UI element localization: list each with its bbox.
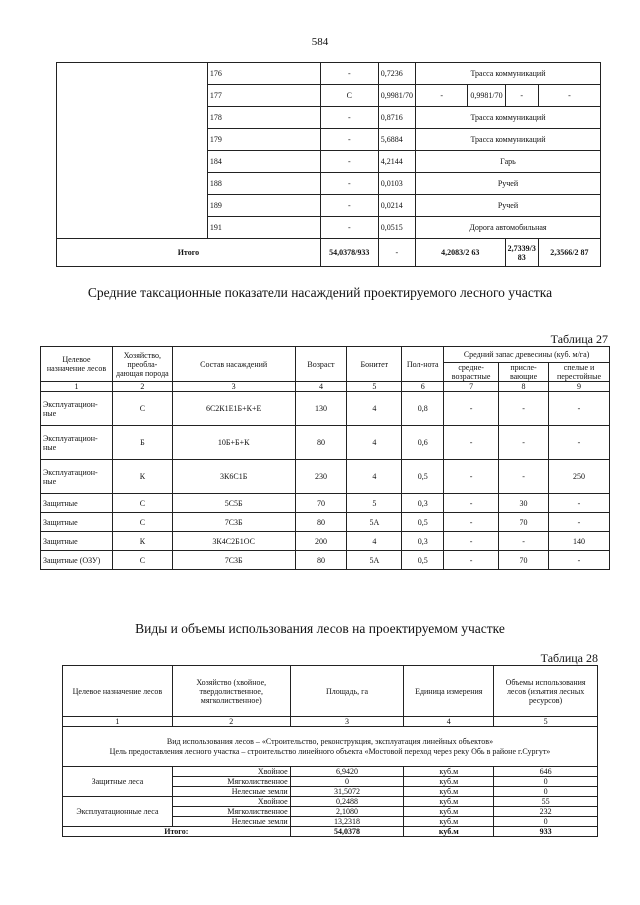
data-cell: - [549, 426, 610, 460]
data-cell: 646 [494, 767, 598, 777]
plot-number: 191 [207, 217, 320, 239]
data-cell: Нелесные земли [172, 787, 290, 797]
index-row [41, 382, 610, 392]
species-cell: - [320, 107, 378, 129]
data-cell: 31,5072 [290, 787, 404, 797]
data-cell: 70 [499, 513, 549, 532]
col-unit: Единица измерения [404, 666, 494, 717]
data-cell: С [112, 494, 172, 513]
area-cell: 0,0103 [378, 173, 415, 195]
index-cell: 1 [63, 717, 173, 727]
data-cell: 232 [494, 807, 598, 817]
page-number: 584 [311, 36, 329, 48]
data-cell: 0,5 [402, 460, 444, 494]
index-cell: 9 [549, 382, 610, 392]
data-cell: 4 [347, 532, 402, 551]
data-cell: С [112, 551, 172, 570]
data-cell: 5А [347, 513, 402, 532]
data-cell: 10Б+Б+К [172, 426, 295, 460]
col-mature: спелые и перестойные [549, 363, 610, 382]
data-cell: Защитные [41, 532, 113, 551]
note-cell: Ручей [415, 195, 600, 217]
total-label: Итого: [63, 827, 291, 837]
data-cell: 4 [347, 392, 402, 426]
data-cell: 13,2318 [290, 817, 404, 827]
data-cell: - [444, 426, 499, 460]
data-cell: 250 [549, 460, 610, 494]
index-cell: 8 [499, 382, 549, 392]
note-cell: Трасса коммуникаций [415, 63, 600, 85]
usage-purpose: Цель предоставления лесного участка – строительство линейного объекта «Мостовой переход через реку Обь в районе г.Сургут» [109, 746, 551, 756]
data-cell: - [499, 392, 549, 426]
species-cell: - [320, 151, 378, 173]
data-cell: - [444, 532, 499, 551]
table-row [41, 532, 610, 551]
index-cell: 5 [347, 382, 402, 392]
usage-description [63, 727, 598, 767]
table-row [41, 494, 610, 513]
data-cell: Эксплуатацион-ные [41, 392, 113, 426]
col-ripening: присле-вающие [499, 363, 549, 382]
data-cell: 0,2488 [290, 797, 404, 807]
data-cell: Хвойное [172, 767, 290, 777]
index-cell: 7 [444, 382, 499, 392]
data-cell: 0,8 [402, 392, 444, 426]
table28-caption: Таблица 28 [540, 651, 598, 665]
data-cell: - [549, 513, 610, 532]
data-cell: 0 [494, 777, 598, 787]
section-heading-taxation: Средние таксационные показатели насаждений проектируемого лесного участка [87, 285, 553, 300]
data-cell: куб.м [404, 797, 494, 807]
plot-number: 179 [207, 129, 320, 151]
table-row [41, 426, 610, 460]
note-cell: Гарь [415, 151, 600, 173]
note-cell: Дорога автомобильная [415, 217, 600, 239]
index-cell: 6 [402, 382, 444, 392]
taxation-body [41, 382, 610, 570]
data-cell: Защитные [41, 494, 113, 513]
species-cell: - [320, 129, 378, 151]
area-cell: 0,0214 [378, 195, 415, 217]
forest-plots-body [57, 63, 601, 267]
value-cell: 0,9981/70 [468, 85, 505, 107]
col-farm: Хозяйство (хвойное, твердолиственное, мягколиственное) [172, 666, 290, 717]
col-age: Возраст [295, 347, 347, 382]
data-cell: 200 [295, 532, 347, 551]
data-cell: 0,6 [402, 426, 444, 460]
species-cell: - [320, 173, 378, 195]
taxation-table [40, 346, 610, 570]
table-row [41, 392, 610, 426]
data-cell: Нелесные земли [172, 817, 290, 827]
col-stock: Средний запас древесины (куб. м/га) [444, 347, 610, 363]
total-value: 2,3566/2 87 [538, 239, 600, 267]
data-cell: 0 [494, 787, 598, 797]
index-cell: 5 [494, 717, 598, 727]
data-cell: - [444, 392, 499, 426]
table-row [63, 767, 598, 777]
data-cell: 4 [347, 460, 402, 494]
total-dash: - [378, 239, 415, 267]
species-cell: - [320, 195, 378, 217]
data-cell: Эксплуатацион-ные [41, 426, 113, 460]
col-mid-age: средне-возрастные [444, 363, 499, 382]
data-cell: Мягколиственное [172, 807, 290, 817]
data-cell: - [444, 551, 499, 570]
data-cell: - [444, 513, 499, 532]
data-cell: - [549, 392, 610, 426]
data-cell: Б [112, 426, 172, 460]
area-cell: 0,0515 [378, 217, 415, 239]
index-cell: 3 [290, 717, 404, 727]
data-cell: 80 [295, 551, 347, 570]
data-cell: 70 [295, 494, 347, 513]
data-cell: 6С2К1Е1Б+К+Е [172, 392, 295, 426]
index-cell: 2 [112, 382, 172, 392]
data-cell: 130 [295, 392, 347, 426]
data-cell: куб.м [404, 777, 494, 787]
data-cell: Мягколиственное [172, 777, 290, 787]
value-cell: - [415, 85, 467, 107]
col-bonitet: Бонитет [347, 347, 402, 382]
data-cell: 7С3Б [172, 513, 295, 532]
data-cell: куб.м [404, 807, 494, 817]
data-cell: 5 [347, 494, 402, 513]
data-cell: - [499, 460, 549, 494]
plot-number: 177 [207, 85, 320, 107]
col-composition: Состав насаждений [172, 347, 295, 382]
index-cell: 4 [295, 382, 347, 392]
species-cell: - [320, 217, 378, 239]
col-volume: Объемы использования лесов (изъятия лесных ресурсов) [494, 666, 598, 717]
data-cell: - [444, 460, 499, 494]
data-cell: 3К4С2Б1ОС [172, 532, 295, 551]
species-cell: - [320, 63, 378, 85]
data-cell: 5С5Б [172, 494, 295, 513]
col-area: Площадь, га [290, 666, 404, 717]
data-cell: куб.м [404, 817, 494, 827]
data-cell: - [549, 551, 610, 570]
value-cell: - [538, 85, 600, 107]
data-cell: 230 [295, 460, 347, 494]
plot-number: 176 [207, 63, 320, 85]
data-cell: 0,3 [402, 494, 444, 513]
data-cell: 4 [347, 426, 402, 460]
col-purpose: Целевое назначение лесов [63, 666, 173, 717]
data-cell: 0 [290, 777, 404, 787]
total-value: 2,7339/3 83 [505, 239, 538, 267]
total-label: Итого [57, 239, 321, 267]
area-cell: 0,8716 [378, 107, 415, 129]
data-cell: 7С3Б [172, 551, 295, 570]
data-cell: К [112, 532, 172, 551]
total-area: 54,0378 [290, 827, 404, 837]
data-cell: 0 [494, 817, 598, 827]
table-row [57, 63, 601, 85]
index-cell: 1 [41, 382, 113, 392]
data-cell: Защитные [41, 513, 113, 532]
table-row [41, 460, 610, 494]
data-cell: 2,1080 [290, 807, 404, 817]
forest-usage-table [62, 665, 598, 837]
data-cell: 3К6С1Б [172, 460, 295, 494]
data-cell: 6,9420 [290, 767, 404, 777]
area-cell: 0,7236 [378, 63, 415, 85]
forest-plots-table [56, 62, 601, 267]
note-cell: Трасса коммуникаций [415, 107, 600, 129]
data-cell: С [112, 513, 172, 532]
data-cell: - [499, 426, 549, 460]
note-cell: Трасса коммуникаций [415, 129, 600, 151]
value-cell: - [505, 85, 538, 107]
total-row [57, 239, 601, 267]
total-unit: куб.м [404, 827, 494, 837]
data-cell: Защитные (ОЗУ) [41, 551, 113, 570]
col-purpose: Целевое назначение лесов [41, 347, 113, 382]
data-cell: Хвойное [172, 797, 290, 807]
data-cell: 5А [347, 551, 402, 570]
blank-cell [57, 63, 208, 239]
note-cell: Ручей [415, 173, 600, 195]
index-cell: 2 [172, 717, 290, 727]
index-cell: 3 [172, 382, 295, 392]
data-cell: 0,3 [402, 532, 444, 551]
col-density: Пол-нота [402, 347, 444, 382]
data-cell: 80 [295, 426, 347, 460]
data-cell: Эксплуатацион-ные [41, 460, 113, 494]
data-cell: 70 [499, 551, 549, 570]
table-row [41, 551, 610, 570]
plot-number: 178 [207, 107, 320, 129]
forest-usage-body [63, 767, 598, 827]
plot-number: 188 [207, 173, 320, 195]
data-cell: - [444, 494, 499, 513]
table27-caption: Таблица 27 [550, 332, 608, 346]
data-cell: - [549, 494, 610, 513]
table-row [41, 513, 610, 532]
total-value: 4,2083/2 63 [415, 239, 505, 267]
area-cell: 0,9981/70 [378, 85, 415, 107]
data-cell: 80 [295, 513, 347, 532]
data-cell: 0,5 [402, 551, 444, 570]
plot-number: 184 [207, 151, 320, 173]
data-cell: 55 [494, 797, 598, 807]
data-cell: куб.м [404, 767, 494, 777]
data-cell: К [112, 460, 172, 494]
index-cell: 4 [404, 717, 494, 727]
group-label: Защитные леса [63, 767, 173, 797]
plot-number: 189 [207, 195, 320, 217]
species-cell: С [320, 85, 378, 107]
data-cell: - [499, 532, 549, 551]
data-cell: 30 [499, 494, 549, 513]
col-farm: Хозяйство, преобла-дающая порода [112, 347, 172, 382]
total-volume: 933 [494, 827, 598, 837]
data-cell: С [112, 392, 172, 426]
data-cell: 140 [549, 532, 610, 551]
usage-kind: Вид использования лесов – «Строительство, реконструкция, эксплуатация линейных объектов» [166, 736, 494, 746]
section-heading-usage: Виды и объемы использования лесов на проектируемом участке [135, 621, 505, 636]
group-label: Эксплуатационные леса [63, 797, 173, 827]
area-cell: 4,2144 [378, 151, 415, 173]
data-cell: куб.м [404, 787, 494, 797]
data-cell: 0,5 [402, 513, 444, 532]
table-row [63, 797, 598, 807]
area-cell: 5,6884 [378, 129, 415, 151]
total-area: 54,0378/933 [320, 239, 378, 267]
